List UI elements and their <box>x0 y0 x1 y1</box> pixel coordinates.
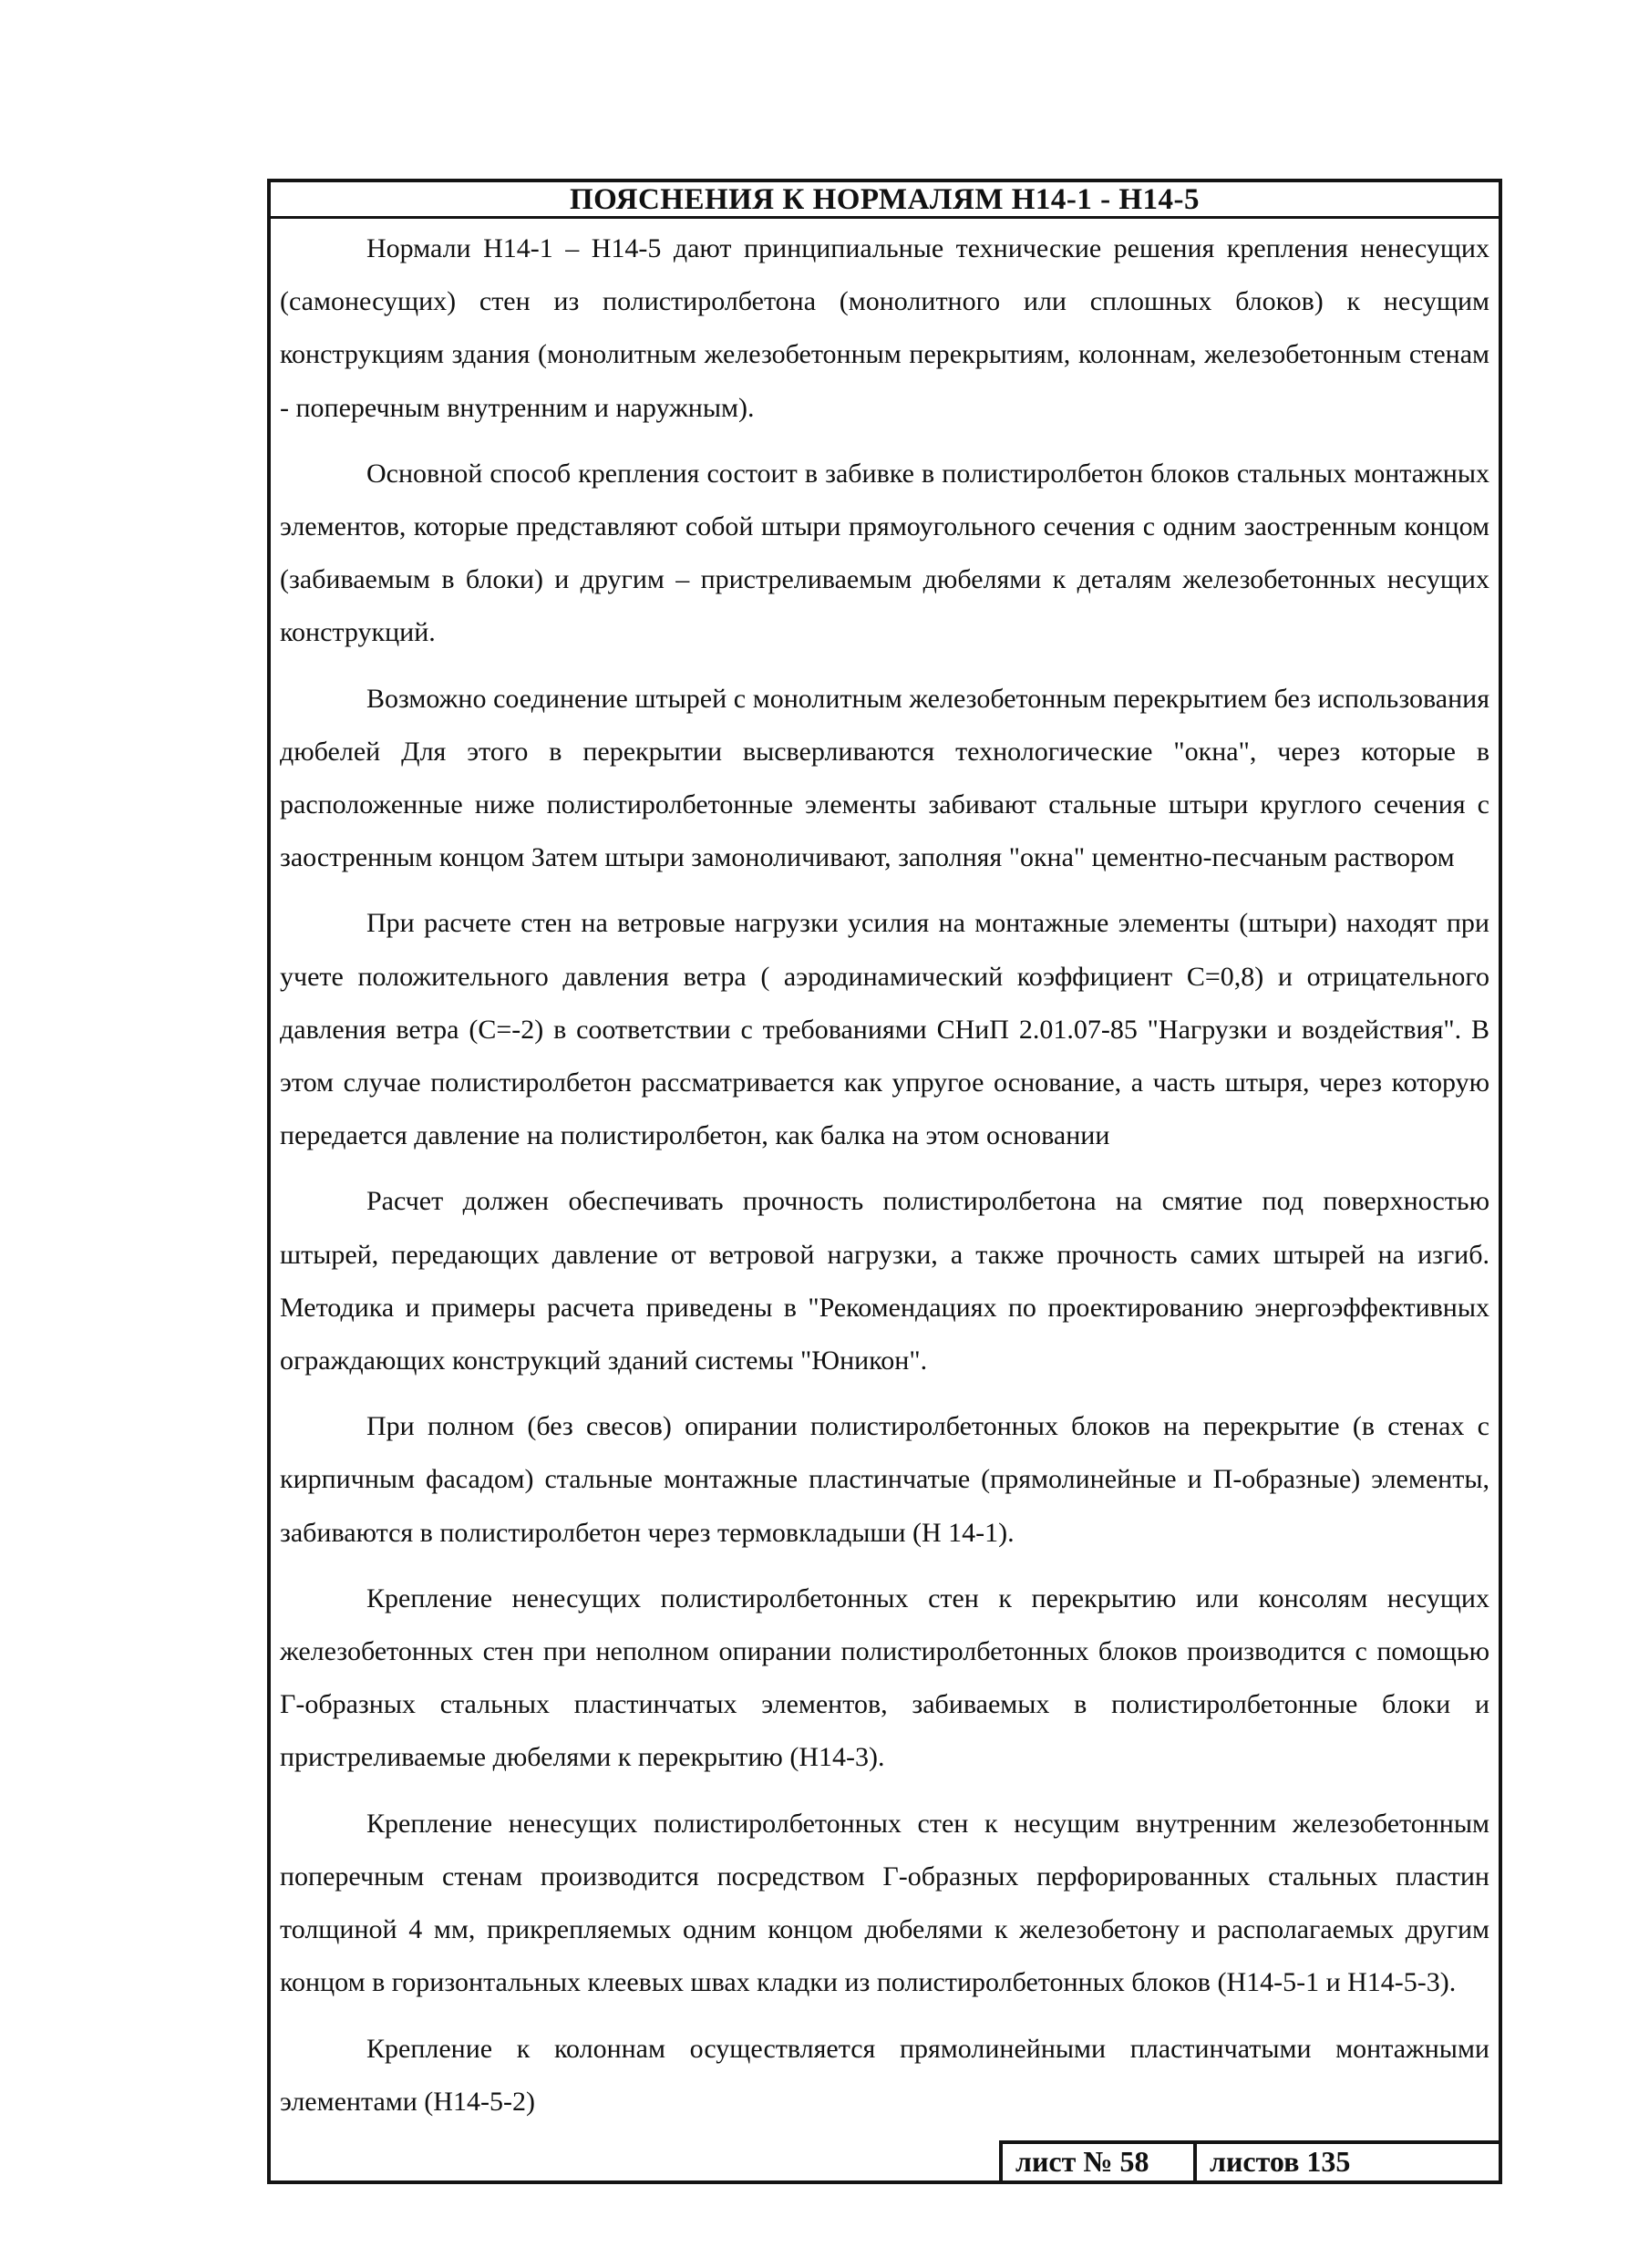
page-title: ПОЯСНЕНИЯ К НОРМАЛЯМ Н14-1 - Н14-5 <box>271 182 1499 219</box>
sheet-number: лист № 58 <box>999 2144 1193 2180</box>
paragraph-3: Возможно соединение штырей с монолитным железобетонным перекрытием без использования дюбелей Для этого в перекрытии высверливаются технологические "окна", через которые в расположенные ниже полистиролбетонные элементы забивают стальные штыри круглого сечения с заостренным концом Затем штыри замоноличивают, заполняя "окна" цементно-песчаным раствором <box>280 683 1489 873</box>
paragraph-2: Основной способ крепления состоит в забивке в полистиролбетон блоков стальных монтажных элементов, которые представляют собой штыри прямоугольного сечения с одним заостренным концом (забиваемым в блоки) и другим – пристреливаемым дюбелями к деталям железобетонных несущих конструкций. <box>280 458 1489 648</box>
sheet-total: листов 135 <box>1193 2144 1499 2180</box>
paragraph-4: При расчете стен на ветровые нагрузки усилия на монтажные элементы (штыри) находят при учете положительного давления ветра ( аэродинамический коэффициент С=0,8) и отрицательного давления ветра (С=-2) в соответствии с требованиями СНиП 2.01.07-85 "Нагрузки и воздействия". В этом случае полистиролбетон рассматривается как упругое основание, а часть штыря, через которую передается давление на полистиролбетон, как балка на этом основании <box>280 908 1489 1151</box>
paragraph-9: Крепление к колоннам осуществляется прямолинейными пластинчатыми монтажными элементами (Н14-5-2) <box>280 2033 1489 2117</box>
paragraph-1: Нормали Н14-1 – Н14-5 дают принципиальные технические решения крепления ненесущих (самонесущих) стен из полистиролбетона (монолитного или сплошных блоков) к несущим конструкциям здания (монолитным железобетонным перекрытиям, колоннам, железобетонным стенам - поперечным внутренним и наружным). <box>280 233 1489 423</box>
paragraph-8: Крепление ненесущих полистиролбетонных стен к несущим внутренним железобетонным поперечным стенам производится посредством Г-образных перфорированных стальных пластин толщиной 4 мм, прикрепляемых одним концом дюбелями к железобетону и располагаемых другим концом в горизонтальных клеевых швах кладки из полистиролбетонных блоков (Н14-5-1 и Н14-5-3). <box>280 1808 1489 1998</box>
title-block <box>999 2140 1499 2180</box>
document-body <box>280 222 1489 2141</box>
page-frame <box>267 179 1502 2184</box>
paragraph-6: При полном (без свесов) опирании полистиролбетонных блоков на перекрытие (в стенах с кирпичным фасадом) стальные монтажные пластинчатые (прямолинейные и П-образные) элементы, забиваются в полистиролбетон через термовкладыши (Н 14-1). <box>280 1411 1489 1548</box>
paragraph-7: Крепление ненесущих полистиролбетонных стен к перекрытию или консолям несущих железобетонных стен при неполном опирании полистиролбетонных блоков производится с помощью Г-образных стальных пластинчатых элементов, забиваемых в полистиролбетонные блоки и пристреливаемые дюбелями к перекрытию (Н14-3). <box>280 1582 1489 1773</box>
paragraph-5: Расчет должен обеспечивать прочность полистиролбетона на смятие под поверхностью штырей, передающих давление от ветровой нагрузки, а также прочность самих штырей на изгиб. Методика и примеры расчета приведены в "Рекомендациях по проектированию энергоэффективных ограждающих конструкций зданий системы "Юникон". <box>280 1186 1489 1376</box>
